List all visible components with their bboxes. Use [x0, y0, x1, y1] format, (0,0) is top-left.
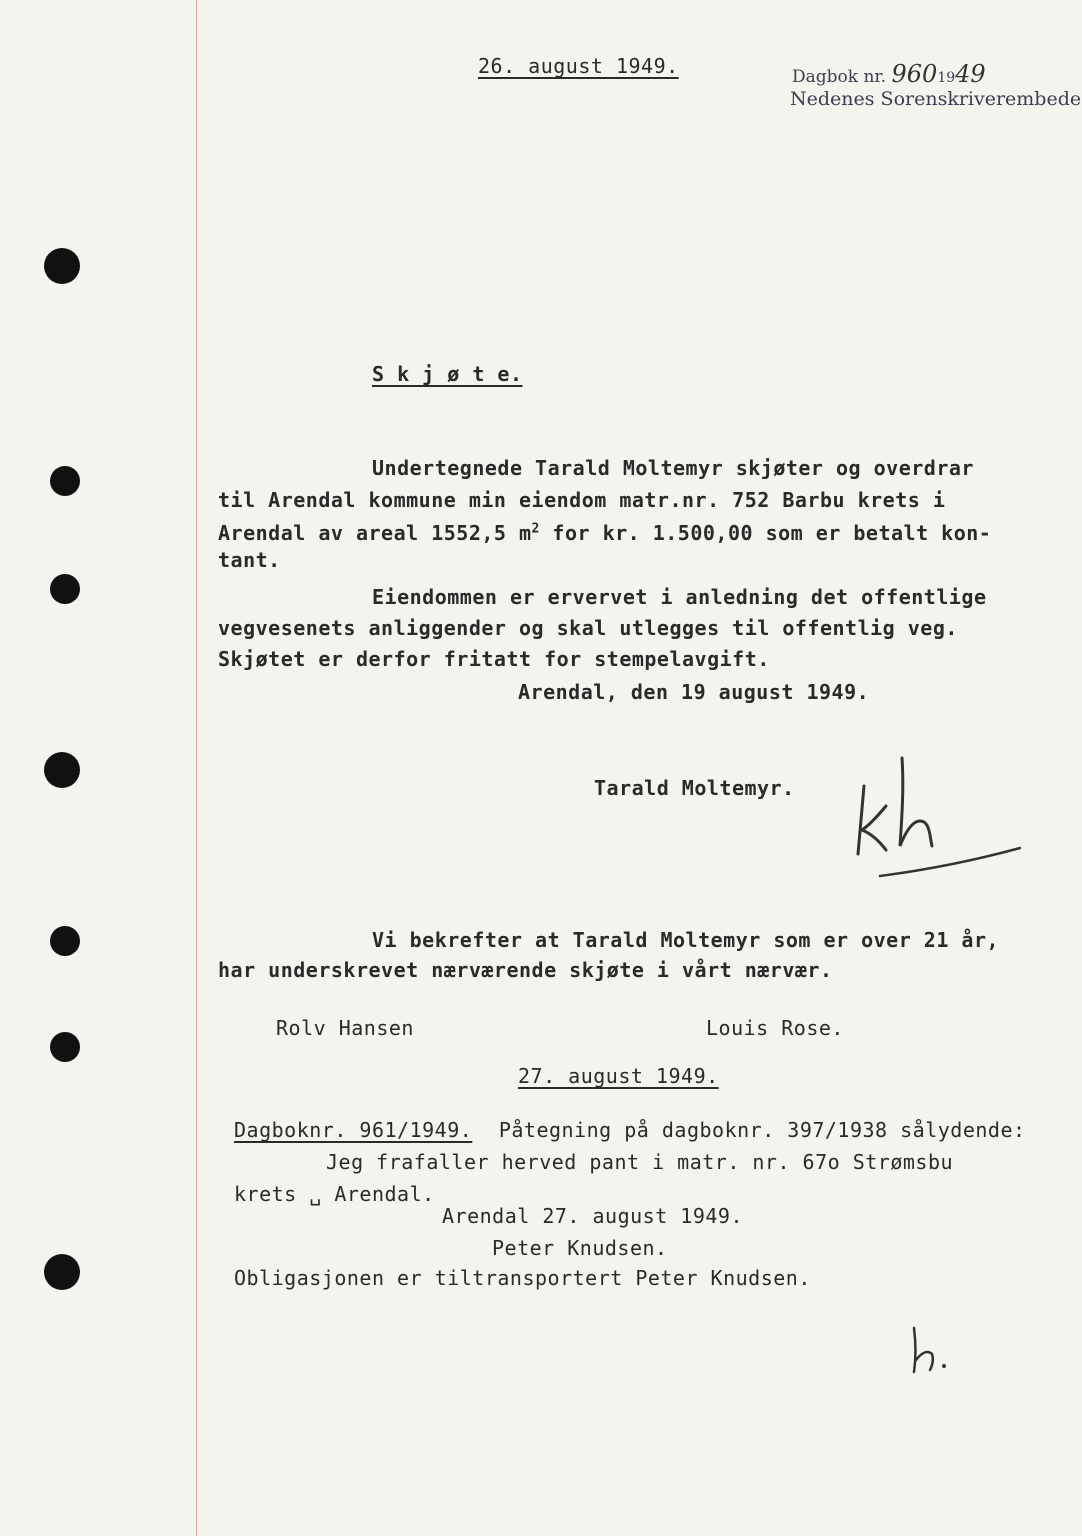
witness-line: Vi bekrefter at Tarald Moltemyr som er over 21 år, — [372, 928, 1000, 952]
handwritten-signature — [846, 746, 1036, 886]
deed-line: til Arendal kommune min eiendom matr.nr. 752 Barbu krets i — [218, 488, 946, 512]
stamp-number: 960 — [891, 60, 938, 88]
binder-hole — [50, 926, 80, 956]
entry2-line: Jeg frafaller herved pant i matr. nr. 67o Strømsbu — [326, 1150, 954, 1174]
binder-hole — [50, 574, 80, 604]
deed-line: tant. — [218, 548, 281, 572]
deed-title: S k j ø t e. — [372, 362, 523, 386]
entry2-date: 27. august 1949. — [518, 1064, 719, 1088]
stamp-year-prefix: 19 — [937, 70, 956, 86]
handwritten-initials — [904, 1320, 964, 1380]
entry2-header — [234, 1118, 1026, 1142]
witness-name: Rolv Hansen — [276, 1016, 414, 1040]
entry2-line: Obligasjonen er tiltransportert Peter Knudsen. — [234, 1266, 811, 1290]
stamp-prefix: Dagbok nr. — [792, 67, 887, 87]
entry2-line: Arendal 27. august 1949. — [442, 1204, 743, 1228]
dagbok-ref: Dagboknr. 961/1949. — [234, 1118, 473, 1142]
witness-line: har underskrevet nærværende skjøte i vårt nærvær. — [218, 958, 833, 982]
entry2-line: Peter Knudsen. — [492, 1236, 668, 1260]
stamp-dagbok — [792, 60, 986, 88]
deed-line: Skjøtet er derfor fritatt for stempelavgift. — [218, 647, 770, 671]
deed-line: Arendal av areal 1552,5 $m^2$ for kr. 1.500,00 som er betalt kon- — [218, 521, 992, 545]
witness-name: Louis Rose. — [706, 1016, 844, 1040]
entry2-line: krets ␣ Arendal. — [234, 1182, 435, 1206]
header-date: 26. august 1949. — [478, 54, 679, 78]
deed-line: Eiendommen er ervervet i anledning det offentlige — [372, 585, 987, 609]
deed-place-date: Arendal, den 19 august 1949. — [518, 680, 870, 704]
margin-line — [196, 0, 197, 1536]
deed-line: vegvesenets anliggender og skal utlegges til offentlig veg. — [218, 616, 958, 640]
stamp-year-suffix: 49 — [955, 60, 986, 88]
binder-hole — [44, 1254, 80, 1290]
binder-hole — [50, 466, 80, 496]
deed-line: Undertegnede Tarald Moltemyr skjøter og overdrar — [372, 456, 974, 480]
binder-hole — [50, 1032, 80, 1062]
annotation-text: Påtegning på dagboknr. 397/1938 sålydende: — [498, 1118, 1026, 1142]
stamp-office: Nedenes Sorenskriverembede — [790, 88, 1082, 110]
binder-hole — [44, 752, 80, 788]
deed-signer: Tarald Moltemyr. — [594, 776, 795, 800]
binder-hole — [44, 248, 80, 284]
